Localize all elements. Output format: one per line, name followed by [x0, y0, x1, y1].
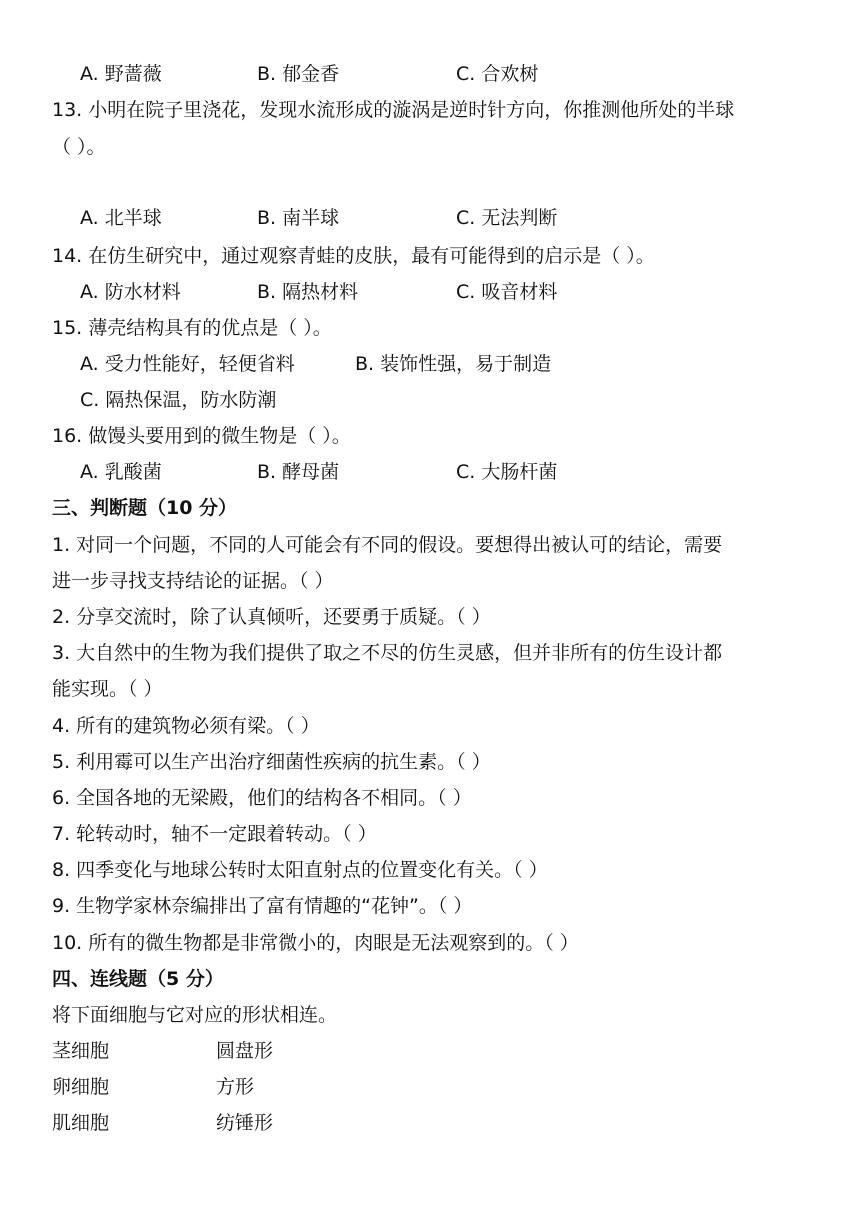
section3-title: 三、判断题（10 分） — [52, 497, 238, 519]
q16-option-b: B. 酵母菌 — [257, 461, 340, 483]
tf-line-3-cont: 能实现。（ ） — [52, 678, 163, 700]
q16-option-a: A. 乳酸菌 — [80, 461, 162, 483]
match-shape-name: 方形 — [216, 1076, 255, 1098]
q15-option-a: A. 受力性能好，轻便省料 — [80, 353, 295, 375]
match-shape-name: 纺锤形 — [216, 1112, 274, 1134]
q15-stem: 15. 薄壳结构具有的优点是（ ）。 — [52, 317, 332, 339]
section4-title: 四、连线题（5 分） — [52, 968, 224, 990]
q13-blank: （ ）。 — [52, 136, 106, 158]
q13-option-c: C. 无法判断 — [456, 207, 558, 229]
q15-option-c: C. 隔热保温，防水防潮 — [80, 389, 277, 411]
q14-option-b: B. 隔热材料 — [257, 281, 359, 303]
tf-line-1-cont: 进一步寻找支持结论的证据。（ ） — [52, 570, 334, 592]
tf-line-3: 3. 大自然中的生物为我们提供了取之不尽的仿生灵感，但并非所有的仿生设计都 — [52, 642, 723, 664]
tf-line-4: 4. 所有的建筑物必须有梁。（ ） — [52, 715, 320, 737]
match-cell-name: 卵细胞 — [52, 1076, 110, 1098]
q12-option-c: C. 合欢树 — [456, 63, 539, 85]
section4-instruction: 将下面细胞与它对应的形状相连。 — [52, 1004, 338, 1026]
q12-option-a: A. 野蔷薇 — [80, 63, 162, 85]
q13-option-b: B. 南半球 — [257, 207, 340, 229]
tf-line-7: 7. 轮转动时，轴不一定跟着转动。（ ） — [52, 823, 377, 845]
q12-option-b: B. 郁金香 — [257, 63, 340, 85]
q14-option-c: C. 吸音材料 — [456, 281, 558, 303]
match-shape-name: 圆盘形 — [216, 1040, 274, 1062]
q13-stem: 13. 小明在院子里浇花，发现水流形成的漩涡是逆时针方向，你推测他所处的半球 — [52, 99, 735, 121]
tf-line-1: 1. 对同一个问题，不同的人可能会有不同的假设。要想得出被认可的结论，需要 — [52, 534, 723, 556]
match-cell-name: 茎细胞 — [52, 1040, 110, 1062]
tf-line-2: 2. 分享交流时，除了认真倾听，还要勇于质疑。（ ） — [52, 606, 491, 628]
q16-option-c: C. 大肠杆菌 — [456, 461, 558, 483]
tf-line-5: 5. 利用霉可以生产出治疗细菌性疾病的抗生素。（ ） — [52, 751, 491, 773]
tf-line-6: 6. 全国各地的无梁殿，他们的结构各不相同。（ ） — [52, 787, 472, 809]
q16-stem: 16. 做馒头要用到的微生物是（ ）。 — [52, 425, 351, 447]
q14-option-a: A. 防水材料 — [80, 281, 181, 303]
q15-option-b: B. 装饰性强，易于制造 — [355, 353, 552, 375]
q13-option-a: A. 北半球 — [80, 207, 162, 229]
tf-line-8: 8. 四季变化与地球公转时太阳直射点的位置变化有关。（ ） — [52, 859, 548, 881]
tf-line-9: 9. 生物学家林奈编排出了富有情趣的“花钟”。（ ） — [52, 895, 473, 917]
tf-line-10: 10. 所有的微生物都是非常微小的，肉眼是无法观察到的。（ ） — [52, 932, 579, 954]
q14-stem: 14. 在仿生研究中，通过观察青蛙的皮肤，最有可能得到的启示是（ ）。 — [52, 245, 655, 267]
match-cell-name: 肌细胞 — [52, 1112, 110, 1134]
